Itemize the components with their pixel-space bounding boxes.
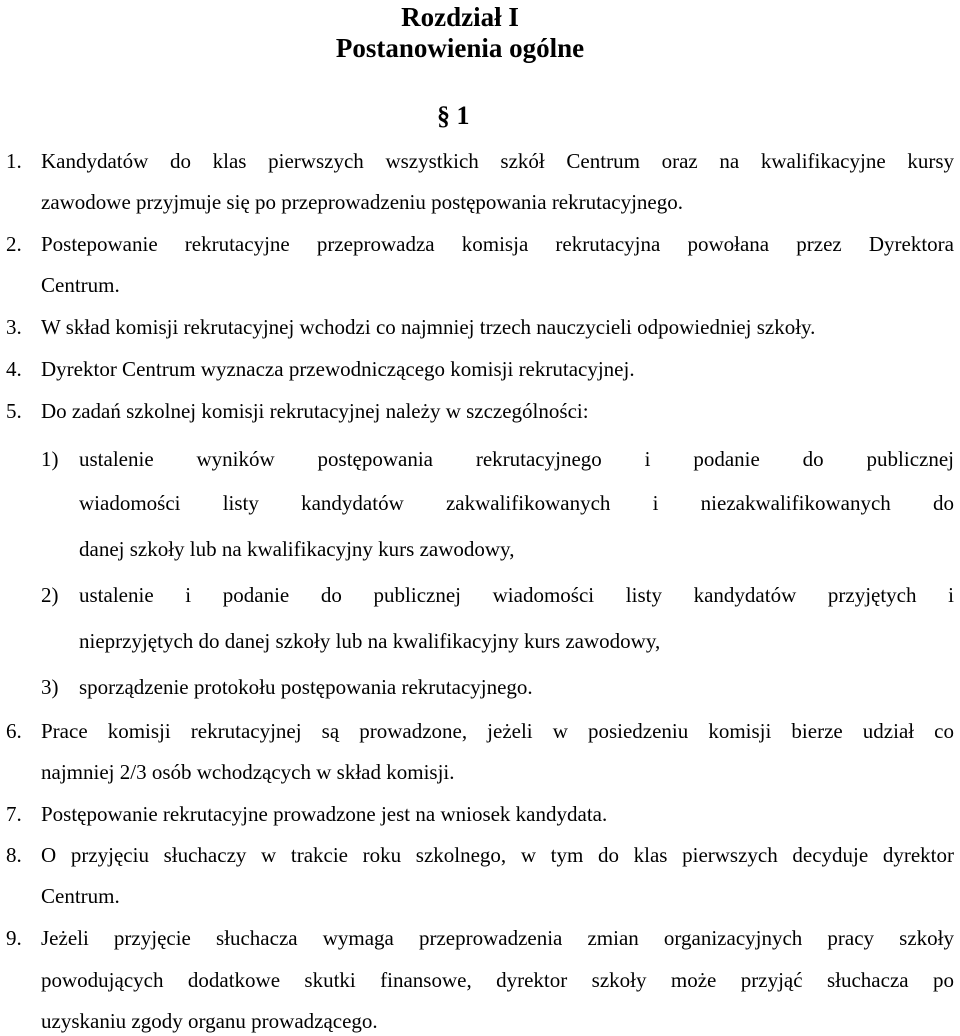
chapter-subtitle: Postanowienia ogólne (335, 33, 585, 63)
item-text-line: Dyrektor Centrum wyznacza przewodniczącego komisji rekrutacyjnej. (41, 357, 635, 381)
subitem-number: 2) (41, 583, 59, 607)
item-number: 3. (6, 315, 22, 339)
item-number: 1. (6, 149, 22, 173)
item-text-line: Prace komisji rekrutacyjnej są prowadzone, jeżeli w posiedzeniu komisji bierze udział co (41, 719, 954, 743)
item-number: 9. (6, 926, 22, 950)
item-number: 7. (6, 802, 22, 826)
item-number: 6. (6, 719, 22, 743)
item-number: 8. (6, 843, 22, 867)
item-text-line: Postepowanie rekrutacyjne przeprowadza komisja rekrutacyjna powołana przez Dyrektora (41, 232, 954, 256)
subitem-text-line: sporządzenie protokołu postępowania rekrutacyjnego. (79, 675, 533, 699)
item-text-line: Centrum. (41, 273, 120, 297)
item-text-line: Do zadań szkolnej komisji rekrutacyjnej należy w szczególności: (41, 399, 589, 423)
item-text-line: Centrum. (41, 884, 120, 908)
item-text-line: najmniej 2/3 osób wchodzących w skład komisji. (41, 760, 455, 784)
subitem-text-line: danej szkoły lub na kwalifikacyjny kurs zawodowy, (79, 537, 515, 561)
item-text-line: Postępowanie rekrutacyjne prowadzone jest na wniosek kandydata. (41, 802, 608, 826)
subitem-text-line: ustalenie wyników postępowania rekrutacyjnego i podanie do publicznej (79, 447, 954, 471)
item-number: 5. (6, 399, 22, 423)
item-text-line: O przyjęciu słuchaczy w trakcie roku szkolnego, w tym do klas pierwszych decyduje dyrektor (41, 843, 954, 867)
item-text-line: Kandydatów do klas pierwszych wszystkich szkół Centrum oraz na kwalifikacyjne kursy (41, 149, 954, 173)
item-number: 2. (6, 232, 22, 256)
subitem-text-line: nieprzyjętych do danej szkoły lub na kwalifikacyjny kurs zawodowy, (79, 629, 661, 653)
item-text-line: W skład komisji rekrutacyjnej wchodzi co najmniej trzech nauczycieli odpowiedniej szkoły. (41, 315, 816, 339)
subitem-number: 3) (41, 675, 59, 699)
item-text-line: uzyskaniu zgody organu prowadzącego. (41, 1009, 378, 1033)
section-mark: § 1 (437, 101, 470, 130)
subitem-text-line: ustalenie i podanie do publicznej wiadomości listy kandydatów przyjętych i (79, 583, 954, 607)
item-text-line: powodujących dodatkowe skutki finansowe, dyrektor szkoły może przyjąć słuchacza po (41, 968, 954, 992)
subitem-text-line: wiadomości listy kandydatów zakwalifikowanych i niezakwalifikowanych do (79, 491, 954, 515)
item-text-line: zawodowe przyjmuje się po przeprowadzeniu postępowania rekrutacyjnego. (41, 190, 684, 214)
subitem-number: 1) (41, 447, 59, 471)
item-number: 4. (6, 357, 22, 381)
item-text-line: Jeżeli przyjęcie słuchacza wymaga przeprowadzenia zmian organizacyjnych pracy szkoły (41, 926, 954, 950)
chapter-title: Rozdział I (401, 2, 519, 32)
